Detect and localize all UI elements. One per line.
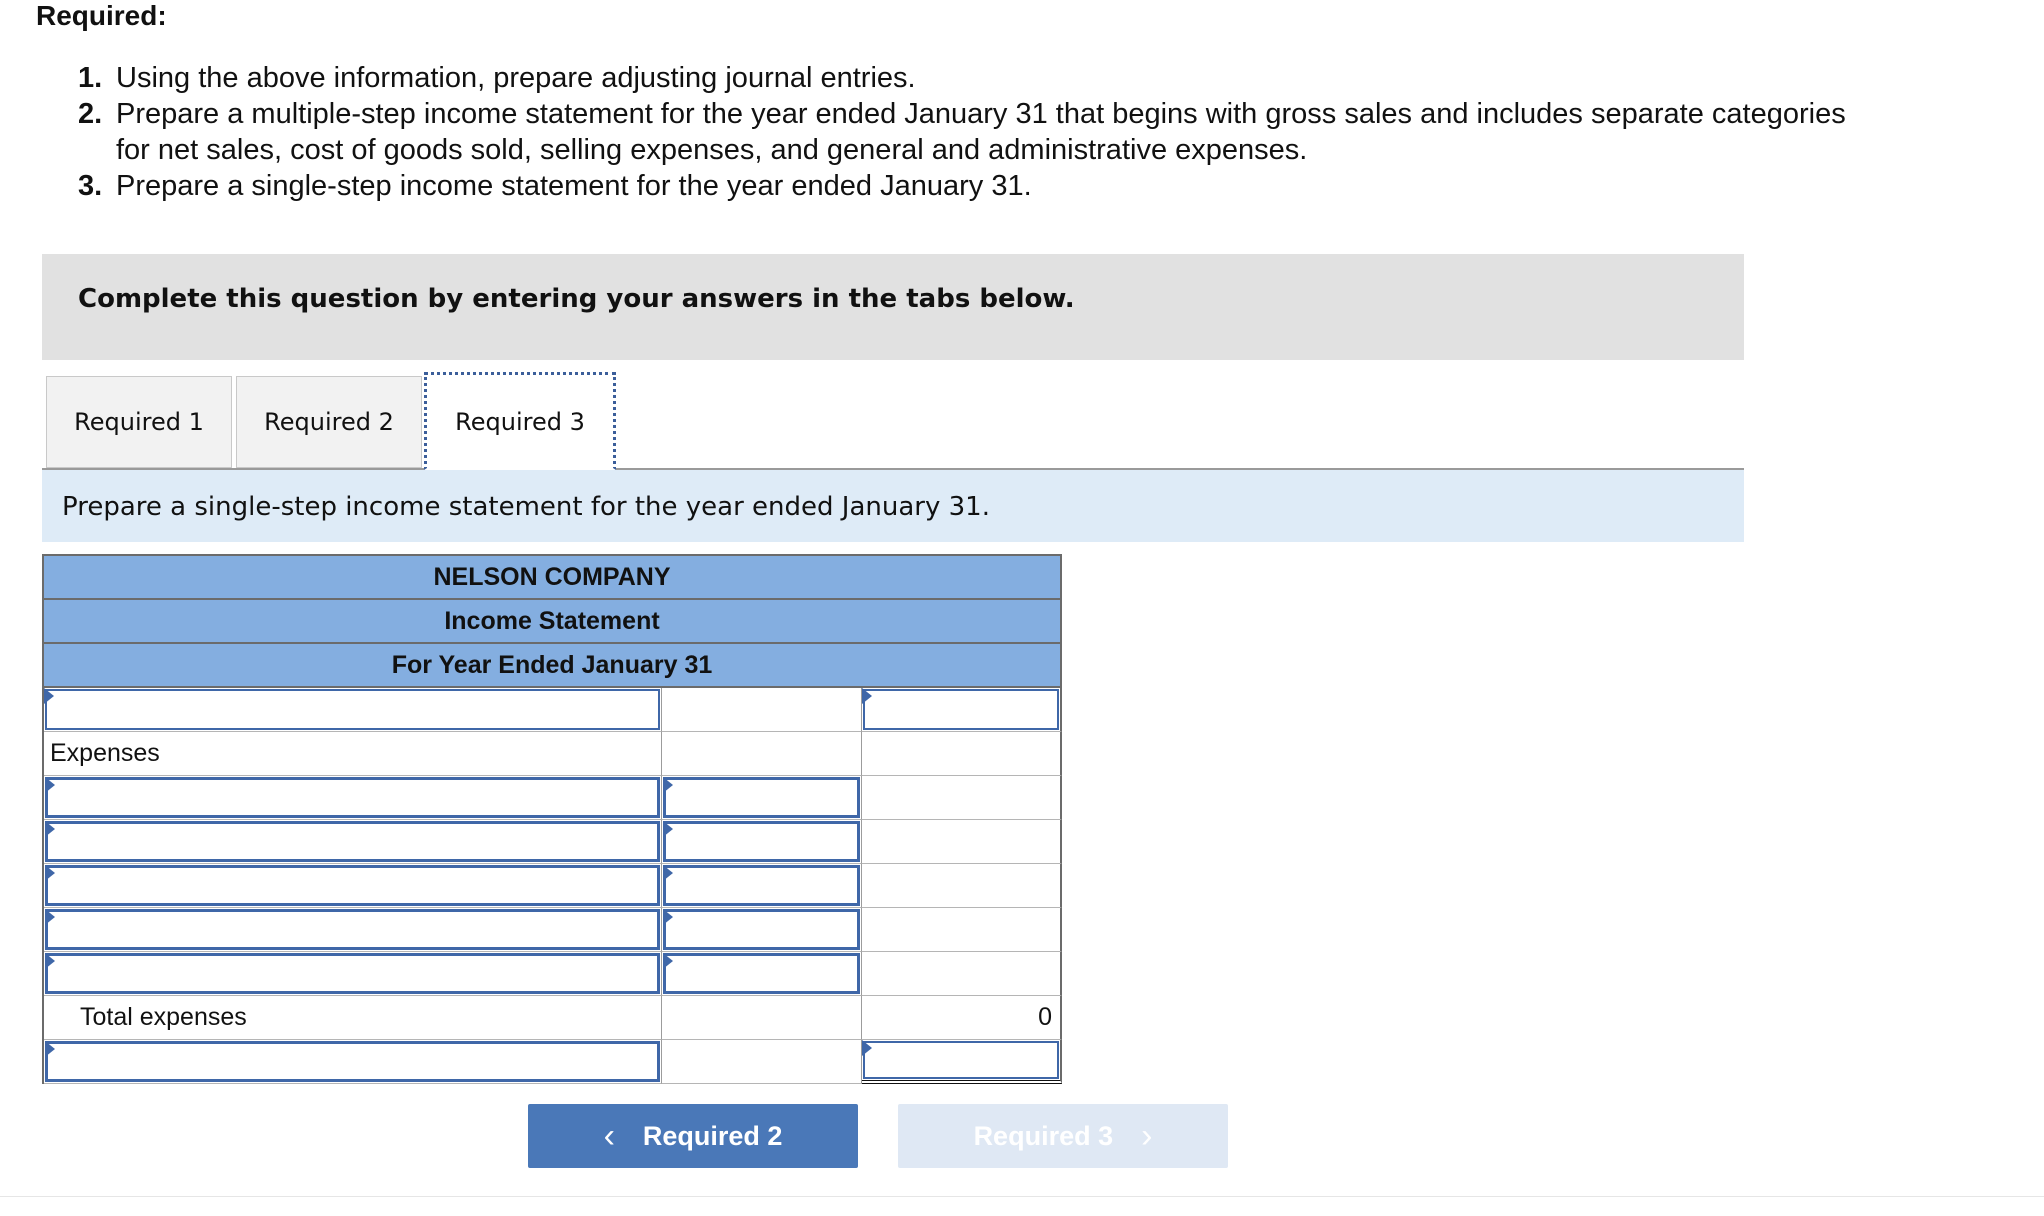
amount-cell: [662, 732, 862, 776]
label-cell: [44, 996, 662, 1040]
amount-cell: [662, 776, 862, 820]
amount-cell: [662, 952, 862, 996]
amount-cell: [662, 1040, 862, 1084]
amount-cell: [662, 820, 862, 864]
revenue-total-input[interactable]: [863, 689, 1059, 730]
amount-cell: [662, 908, 862, 952]
chevron-left-icon: ‹: [603, 1116, 615, 1155]
expense-amount-input[interactable]: [663, 953, 860, 994]
label-cell: [44, 732, 662, 776]
revenue-label-input[interactable]: [45, 689, 660, 730]
instruction-item: 3. Prepare a single-step income statement for the year ended January 31.: [78, 170, 1032, 202]
total-cell: [862, 864, 1062, 908]
total-cell: [862, 908, 1062, 952]
label-cell: [44, 1040, 662, 1084]
expense-label-input[interactable]: [45, 953, 660, 994]
prev-required-2-button[interactable]: [528, 1104, 858, 1168]
total-cell: [862, 820, 1062, 864]
next-button-label: Required 3: [973, 1120, 1114, 1151]
table-row: [44, 688, 1062, 732]
statement-grid: [42, 688, 1062, 1084]
label-cell: [44, 820, 662, 864]
total-cell: [862, 952, 1062, 996]
prev-button-label: Required 2: [642, 1120, 783, 1151]
amount-cell: [662, 996, 862, 1040]
table-row: [44, 820, 1062, 864]
income-statement: [42, 554, 1062, 1084]
table-row: [44, 732, 1062, 776]
expense-label-input[interactable]: [45, 821, 660, 862]
total-expenses-value: 0: [1038, 1003, 1052, 1031]
company-name: NELSON COMPANY: [42, 554, 1062, 598]
total-cell: [862, 996, 1062, 1040]
total-cell: [862, 688, 1062, 732]
total-cell: [862, 776, 1062, 820]
expense-amount-input[interactable]: [663, 777, 860, 818]
table-row: [44, 952, 1062, 996]
tab-bar: [42, 374, 1744, 470]
footer-divider: [0, 1196, 2044, 1197]
amount-cell: [662, 688, 862, 732]
statement-title: Income Statement: [42, 598, 1062, 642]
prompt-bar: [42, 470, 1744, 542]
label-cell: [44, 952, 662, 996]
total-cell: [862, 1040, 1062, 1084]
instruction-list: [78, 60, 1878, 204]
expense-amount-input[interactable]: [663, 865, 860, 906]
chevron-right-icon: ›: [1141, 1116, 1153, 1155]
expense-label-input[interactable]: [45, 865, 660, 906]
expense-amount-input[interactable]: [663, 821, 860, 862]
label-cell: [44, 688, 662, 732]
expense-label-input[interactable]: [45, 777, 660, 818]
tab-required-3[interactable]: Required 3: [424, 372, 616, 470]
amount-cell: [662, 864, 862, 908]
table-row: [44, 864, 1062, 908]
instruction-banner: [42, 254, 1744, 360]
total-expenses-label: Total expenses: [80, 1003, 247, 1031]
table-row: [44, 1040, 1062, 1084]
label-cell: [44, 864, 662, 908]
net-income-label-input[interactable]: [45, 1041, 660, 1082]
prompt-text: Prepare a single-step income statement for the year ended January 31.: [62, 492, 990, 522]
label-cell: [44, 776, 662, 820]
table-row: [44, 776, 1062, 820]
table-row: [44, 996, 1062, 1040]
tab-required-1[interactable]: Required 1: [46, 376, 232, 468]
tab-required-2[interactable]: Required 2: [236, 376, 422, 468]
table-row: [44, 908, 1062, 952]
instruction-item: 2. Prepare a multiple-step income statement for the year ended January 31 that begins with gross sales and includes separate categories for net sales, cost of goods sold, selling expenses, and general and administrative expenses.: [78, 98, 1846, 166]
net-income-total-input[interactable]: [863, 1041, 1059, 1079]
expenses-label: Expenses: [50, 739, 160, 767]
next-required-3-button[interactable]: [898, 1104, 1228, 1168]
statement-period: For Year Ended January 31: [42, 642, 1062, 688]
required-heading: Required:: [36, 0, 167, 31]
instruction-item: 1. Using the above information, prepare adjusting journal entries.: [78, 62, 916, 94]
banner-text: Complete this question by entering your answers in the tabs below.: [78, 284, 1075, 314]
total-cell: [862, 732, 1062, 776]
expense-amount-input[interactable]: [663, 909, 860, 950]
label-cell: [44, 908, 662, 952]
expense-label-input[interactable]: [45, 909, 660, 950]
